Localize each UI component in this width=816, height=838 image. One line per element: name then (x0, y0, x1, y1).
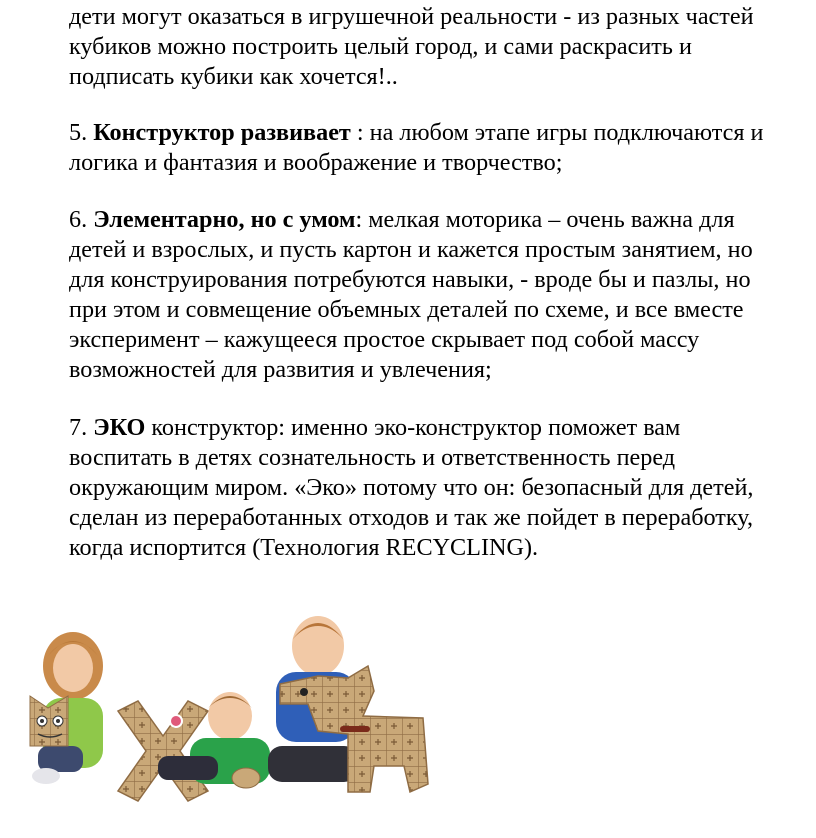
item-7-heading: ЭКО (93, 414, 146, 441)
item-5-text: : на любом этапе игры подключаются и (350, 119, 764, 146)
intro-line-2: кубиков можно построить целый город, и сами раскрасить и (69, 33, 692, 60)
item-5-number: 5. (69, 119, 94, 146)
children-with-cardboard-toys-photo (18, 606, 438, 806)
item-7-line-4: сделан из переработанных отходов и так же пойдет в переработку, (69, 504, 753, 531)
item-7-line-3: окружающим миром. «Эко» потому что он: безопасный для детей, (69, 474, 754, 501)
item-6-line-3: для конструирования потребуются навыки, - вроде бы и пазлы, но (69, 266, 751, 293)
item-6-heading: Элементарно, но с умом (93, 206, 356, 233)
item-6-line-1 (69, 205, 735, 235)
item-5-line-2: логика и фантазия и воображение и творчество; (69, 149, 563, 176)
item-5-line-1 (69, 118, 763, 148)
item-6-text: : мелкая моторика – очень важна для (355, 206, 735, 233)
intro-line-1: дети могут оказаться в игрушечной реальности - из разных частей (69, 3, 754, 30)
item-7-line-2: воспитать в детях сознательность и ответственность перед (69, 444, 676, 471)
item-7-text: конструктор: именно эко-конструктор поможет вам (145, 414, 681, 441)
item-6-number: 6. (69, 206, 94, 233)
item-6-line-4: при этом и совмещение объемных деталей по схеме, и все вместе (69, 296, 744, 323)
item-6-line-6: возможностей для развития и увлечения; (69, 356, 492, 383)
item-7-number: 7. (69, 414, 94, 441)
intro-line-3: подписать кубики как хочется!.. (69, 63, 398, 90)
item-6-line-2: детей и взрослых, и пусть картон и кажется простым занятием, но (69, 236, 753, 263)
item-5-heading: Конструктор развивает (93, 119, 351, 146)
item-7-line-1 (69, 413, 680, 443)
item-7-line-5: когда испортится (Технология RECYCLING). (69, 534, 539, 561)
item-6-line-5: эксперимент – кажущееся простое скрывает под собой массу (69, 326, 700, 353)
